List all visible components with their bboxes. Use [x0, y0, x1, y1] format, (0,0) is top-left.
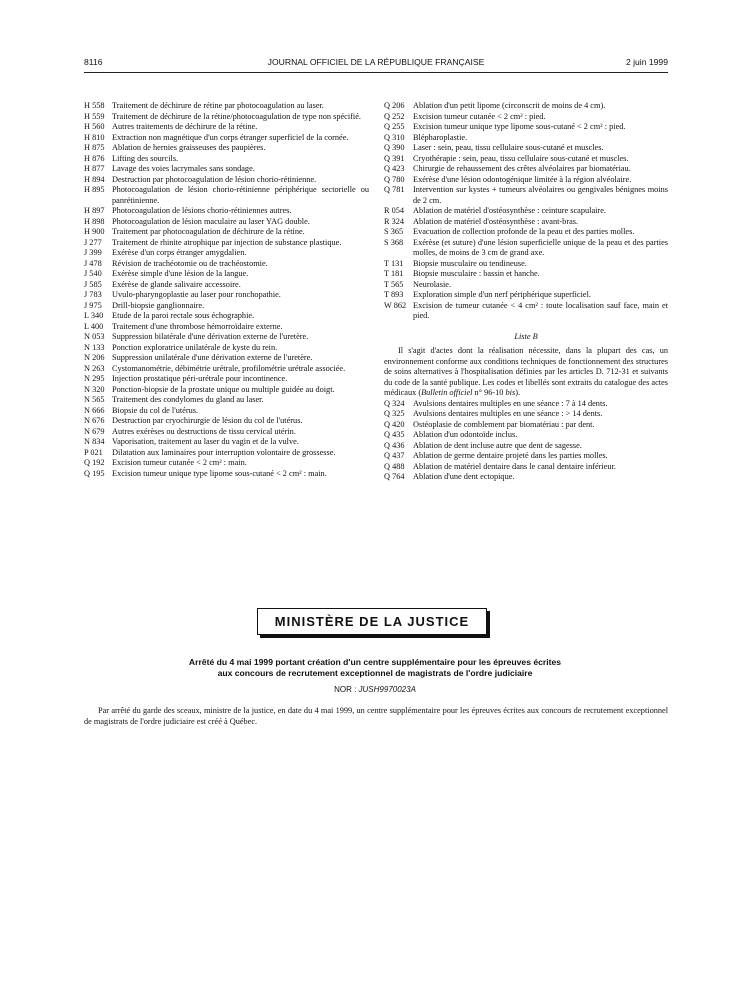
act-code: J 540 [84, 269, 102, 278]
act-code: Q 437 [384, 451, 405, 460]
act-description: Biopsie musculaire ou tendineuse. [413, 258, 527, 268]
act-code: L 400 [84, 321, 104, 331]
act-entry [84, 248, 369, 259]
intro-text: Il s'agit d'actes dont la réalisation nécessite, dans la plupart des cas, un environnement conforme aux conditions techniques de fonctionnement des structures de soins alternatives à l'hospitalisation définies par les articles D. 712-31 et suivants du code de la santé publique. Les codes et libellés sont extraits du catalogue des actes médicaux ( [384, 346, 668, 397]
act-entry [84, 259, 369, 270]
act-code: N 053 [84, 332, 105, 341]
act-description: Ablation de hernies graisseuses des paupières. [112, 143, 266, 152]
act-entry [84, 406, 369, 417]
act-entry [384, 269, 668, 280]
act-description: Suppression bilatérale d'une dérivation externe de l'uretère. [112, 332, 309, 341]
act-description: Laser : sein, peau, tissu cellulaire sous-cutané et muscles. [413, 143, 604, 152]
act-description: Exérèse (et suture) d'une lésion superficielle unique de la peau et des parties molles, de moins de 3 cm de grand axe. [413, 237, 668, 257]
act-code: J 277 [84, 237, 102, 247]
act-description: Traitement de déchirure de la rétine/photocoagulation de type non spécifié. [112, 111, 361, 121]
act-description: Avulsions dentaires multiples en une séance : 7 à 14 dents. [413, 398, 608, 408]
act-code: S 368 [384, 237, 404, 247]
act-description: Ablation de matériel d'ostéosynthèse : avant-bras. [413, 216, 579, 226]
act-code: W 862 [384, 300, 407, 310]
act-entry [384, 133, 668, 144]
act-code: Q 206 [384, 101, 405, 110]
act-code: Q 195 [84, 468, 105, 478]
act-description: Traitement des condylomes du gland au laser. [112, 395, 264, 404]
act-description: Traitement d'une thrombose hémorroïdaire externe. [112, 321, 283, 331]
act-description: Cystomanométrie, débimétrie urétrale, profilométrie urétrale associée. [112, 363, 346, 373]
act-entry [384, 409, 668, 420]
act-code: Q 390 [384, 143, 405, 152]
act-entry [84, 227, 369, 238]
act-description: Drill-biopsie ganglionnaire. [112, 300, 205, 310]
act-entry [84, 185, 369, 206]
ministry-banner: MINISTÈRE DE LA JUSTICE [257, 608, 487, 635]
act-description: Autres traitements de déchirure de la rétine. [112, 122, 258, 131]
act-code: L 340 [84, 311, 104, 320]
act-description: Uvulo-pharyngoplastie au laser pour ronchopathie. [112, 290, 281, 299]
act-entry [384, 280, 668, 291]
act-entry [384, 217, 668, 228]
act-entry [84, 164, 369, 175]
act-code: Q 391 [384, 153, 405, 163]
liste-b-title: Liste B [514, 331, 538, 341]
act-description: Ponction exploratrice unilatérale de kyste du rein. [112, 342, 278, 352]
act-entry [84, 437, 369, 448]
act-entry [84, 112, 369, 123]
act-description: Photocoagulation de lésions chorio-rétiniennes autres. [112, 206, 292, 215]
act-code: Q 488 [384, 461, 405, 471]
act-entry [84, 395, 369, 406]
act-code: H 897 [84, 206, 105, 215]
act-entry [384, 472, 668, 483]
arrete-title [120, 657, 630, 678]
act-code: P 021 [84, 447, 103, 457]
act-entry [384, 175, 668, 186]
act-code: Q 423 [384, 164, 405, 173]
act-code: N 320 [84, 384, 105, 394]
act-description: Lifting des sourcils. [112, 153, 179, 163]
act-code: H 895 [84, 185, 105, 194]
act-entry [84, 280, 369, 291]
nor-label: NOR : [334, 685, 359, 694]
act-code: N 133 [84, 342, 105, 352]
act-description: Ablation d'un petit lipome (circonscrit de moins de 4 cm). [413, 101, 606, 110]
act-code: Q 436 [384, 440, 405, 450]
act-entry [384, 290, 668, 301]
act-code: Q 325 [384, 409, 405, 418]
issue-date: 2 juin 1999 [625, 57, 668, 67]
act-entry [84, 353, 369, 364]
act-description: Biopsie du col de l'utérus. [112, 405, 199, 415]
act-entry [384, 122, 668, 133]
act-code: S 365 [384, 227, 404, 236]
page-number: 8116 [84, 57, 103, 67]
act-code: J 478 [84, 258, 102, 268]
act-code: H 875 [84, 143, 105, 152]
act-code: Q 764 [384, 472, 405, 481]
act-entry [384, 154, 668, 165]
act-entry [384, 227, 668, 238]
act-description: Excision de tumeur cutanée < 4 cm² : toute localisation sauf face, main et pied. [413, 300, 668, 320]
act-entry [84, 269, 369, 280]
act-code: N 666 [84, 405, 105, 415]
act-description: Ablation de matériel d'ostéosynthèse : ceinture scapulaire. [413, 206, 606, 215]
act-description: Traitement de rhinite atrophique par injection de substance plastique. [112, 237, 342, 247]
act-entry [84, 238, 369, 249]
intro-bulletin: Bulletin officiel [421, 388, 473, 397]
act-code: T 565 [384, 279, 404, 289]
act-code: H 894 [84, 174, 105, 184]
act-description: Evacuation de collection profonde de la peau et des parties molles. [413, 227, 635, 236]
act-description: Autres exérèses ou destructions de tissu cervical utérin. [112, 426, 296, 436]
act-code: N 679 [84, 426, 105, 436]
act-entry [384, 112, 668, 123]
act-entry [384, 301, 668, 322]
act-description: Excision tumeur unique type lipome sous-cutané < 2 cm² : main. [112, 468, 327, 478]
act-description: Avulsions dentaires multiples en une séance : > 14 dents. [413, 409, 603, 418]
act-entry [84, 311, 369, 322]
act-description: Intervention sur kystes + tumeurs alvéolaires ou gengivales bénignes moins de 2 cm. [413, 185, 668, 205]
act-description: Extraction non magnétique d'un corps étranger superficiel de la cornée. [112, 132, 349, 142]
act-entry [384, 185, 668, 206]
arrete-body: Par arrêté du garde des sceaux, ministre de la justice, en date du 4 mai 1999, un centre supplémentaire pour les épreuves écrites aux concours de recrutement exceptionnel de magistrats de l'ordre judiciaire est créé à Québec. [84, 706, 668, 726]
act-description: Exérèse d'un corps étranger amygdalien. [112, 248, 247, 257]
act-description: Cryothérapie : sein, peau, tissu cellulaire sous-cutané et muscles. [413, 153, 629, 163]
act-entry [84, 364, 369, 375]
act-entry [84, 301, 369, 312]
act-entry [84, 133, 369, 144]
act-description: Exérèse d'une lésion odontogénique limitée à la région alvéolaire. [413, 174, 632, 184]
act-code: J 585 [84, 279, 102, 289]
act-description: Ablation de matériel dentaire dans le canal dentaire inférieur. [413, 461, 616, 471]
act-description: Exérèse de glande salivaire accessoire. [112, 279, 241, 289]
act-entry [384, 399, 668, 410]
header-rule [84, 72, 668, 73]
act-description: Injection prostatique péri-urétrale pour incontinence. [112, 374, 288, 383]
act-entry [84, 458, 369, 469]
liste-b-intro [384, 346, 668, 399]
act-entry [84, 175, 369, 186]
act-description: Révision de trachéotomie ou de trachéostomie. [112, 258, 268, 268]
act-entry [384, 238, 668, 259]
liste-a-continued [384, 101, 668, 322]
act-description: Exploration simple d'un nerf périphérique superficiel. [413, 290, 591, 299]
act-entry [384, 206, 668, 217]
act-entry [84, 290, 369, 301]
act-entry [84, 154, 369, 165]
act-entry [84, 448, 369, 459]
right-column [384, 101, 668, 483]
act-description: Etude de la paroi rectale sous échographie. [112, 311, 255, 320]
act-description: Suppression unilatérale d'une dérivation externe de l'uretère. [112, 353, 313, 362]
act-description: Traitement de déchirure de rétine par photocoagulation au laser. [112, 101, 324, 110]
act-description: Excision tumeur cutanée < 2 cm² : main. [112, 458, 247, 467]
act-code: Q 324 [384, 398, 405, 408]
act-entry [384, 430, 668, 441]
act-code: Q 780 [384, 174, 405, 184]
act-description: Photocoagulation de lésion chorio-rétinienne périphérique sectorielle ou panrétinienne. [112, 185, 369, 205]
act-entry [84, 416, 369, 427]
page-header [84, 57, 668, 71]
act-code: H 560 [84, 122, 105, 131]
act-entry [84, 206, 369, 217]
act-code: N 565 [84, 395, 105, 404]
act-code: N 206 [84, 353, 105, 362]
act-entry [84, 143, 369, 154]
act-code: Q 192 [84, 458, 105, 467]
act-description: Ablation de dent incluse autre que dent de sagesse. [413, 440, 582, 450]
act-entry [384, 420, 668, 431]
act-description: Excision tumeur unique type lipome sous-cutané < 2 cm² : pied. [413, 122, 626, 131]
act-description: Ponction-biopsie de la prostate unique ou multiple guidée au doigt. [112, 384, 335, 394]
act-description: Ablation d'une dent ectopique. [413, 472, 515, 481]
act-entry [384, 259, 668, 270]
act-description: Ablation de germe dentaire projeté dans les parties molles. [413, 451, 608, 460]
act-code: T 893 [384, 290, 404, 299]
act-description: Blépharoplastie. [413, 132, 468, 142]
act-description: Photocoagulation de lésion maculaire au laser YAG double. [112, 216, 310, 226]
act-code: T 131 [384, 258, 404, 268]
arrete-title-line2: aux concours de recrutement exceptionnel de magistrats de l'ordre judiciaire [217, 667, 533, 678]
intro-bis: bis [505, 388, 516, 397]
act-code: N 834 [84, 437, 105, 446]
act-description: Ablation d'un odontoïde inclus. [413, 430, 518, 439]
act-description: Destruction par cryochirurgie de lésion du col de l'utérus. [112, 416, 303, 425]
act-description: Neurolasie. [413, 279, 452, 289]
act-code: Q 781 [384, 185, 405, 194]
act-entry [384, 451, 668, 462]
act-description: Dilatation aux laminaires pour interruption volontaire de grossesse. [112, 447, 336, 457]
act-code: R 324 [384, 216, 405, 226]
act-code: N 676 [84, 416, 105, 425]
act-description: Destruction par photocoagulation de lésion chorio-rétinienne. [112, 174, 317, 184]
act-code: H 876 [84, 153, 105, 163]
nor-reference [120, 685, 630, 694]
act-description: Exérèse simple d'une lésion de la langue. [112, 269, 249, 278]
act-entry [384, 143, 668, 154]
act-description: Biopsie musculaire : bassin et hanche. [413, 269, 540, 278]
act-entry [84, 101, 369, 112]
act-entry [84, 332, 369, 343]
act-code: H 900 [84, 227, 105, 236]
act-entry [84, 427, 369, 438]
act-code: N 263 [84, 363, 105, 373]
act-code: Q 435 [384, 430, 405, 439]
act-code: J 399 [84, 248, 102, 257]
act-code: Q 255 [384, 122, 405, 131]
act-entry [384, 462, 668, 473]
act-entry [384, 164, 668, 175]
liste-b-entries [384, 399, 668, 483]
act-code: J 975 [84, 300, 102, 310]
act-code: H 810 [84, 132, 105, 142]
act-code: Q 310 [384, 132, 405, 142]
act-code: R 054 [384, 206, 405, 215]
act-description: Ostéoplasie de comblement par biomatériau : par dent. [413, 419, 595, 429]
intro-number: n° 96-10 [472, 388, 506, 397]
act-description: Vaporisation, traitement au laser du vagin et de la vulve. [112, 437, 299, 446]
act-code: Q 420 [384, 419, 405, 429]
act-entry [84, 385, 369, 396]
act-code: Q 252 [384, 111, 405, 121]
act-entry [84, 343, 369, 354]
act-entry [84, 217, 369, 228]
act-description: Lavage des voies lacrymales sans sondage. [112, 164, 255, 173]
act-description: Excision tumeur cutanée < 2 cm² : pied. [413, 111, 546, 121]
act-entry [384, 101, 668, 112]
act-code: H 559 [84, 111, 105, 121]
act-code: N 295 [84, 374, 105, 383]
act-entry [384, 441, 668, 452]
act-code: H 877 [84, 164, 105, 173]
act-entry [84, 374, 369, 385]
act-entry [84, 469, 369, 480]
act-description: Chirurgie de rehaussement des crêtes alvéolaires par biomatériau. [413, 164, 631, 173]
nor-code: JUSH9970023A [358, 685, 416, 694]
act-code: J 783 [84, 290, 102, 299]
intro-end: ). [515, 388, 521, 397]
act-entry [84, 122, 369, 133]
act-code: H 558 [84, 101, 105, 110]
left-column [84, 101, 369, 479]
journal-title: JOURNAL OFFICIEL DE LA RÉPUBLIQUE FRANÇAISE [267, 57, 485, 67]
act-entry [84, 322, 369, 333]
act-code: H 898 [84, 216, 105, 226]
act-description: Traitement par photocoagulation de déchirure de la rétine. [112, 227, 305, 236]
act-code: T 181 [384, 269, 404, 278]
arrete-title-line1: Arrêté du 4 mai 1999 portant création d'un centre supplémentaire pour les épreuves écrites [188, 657, 562, 667]
